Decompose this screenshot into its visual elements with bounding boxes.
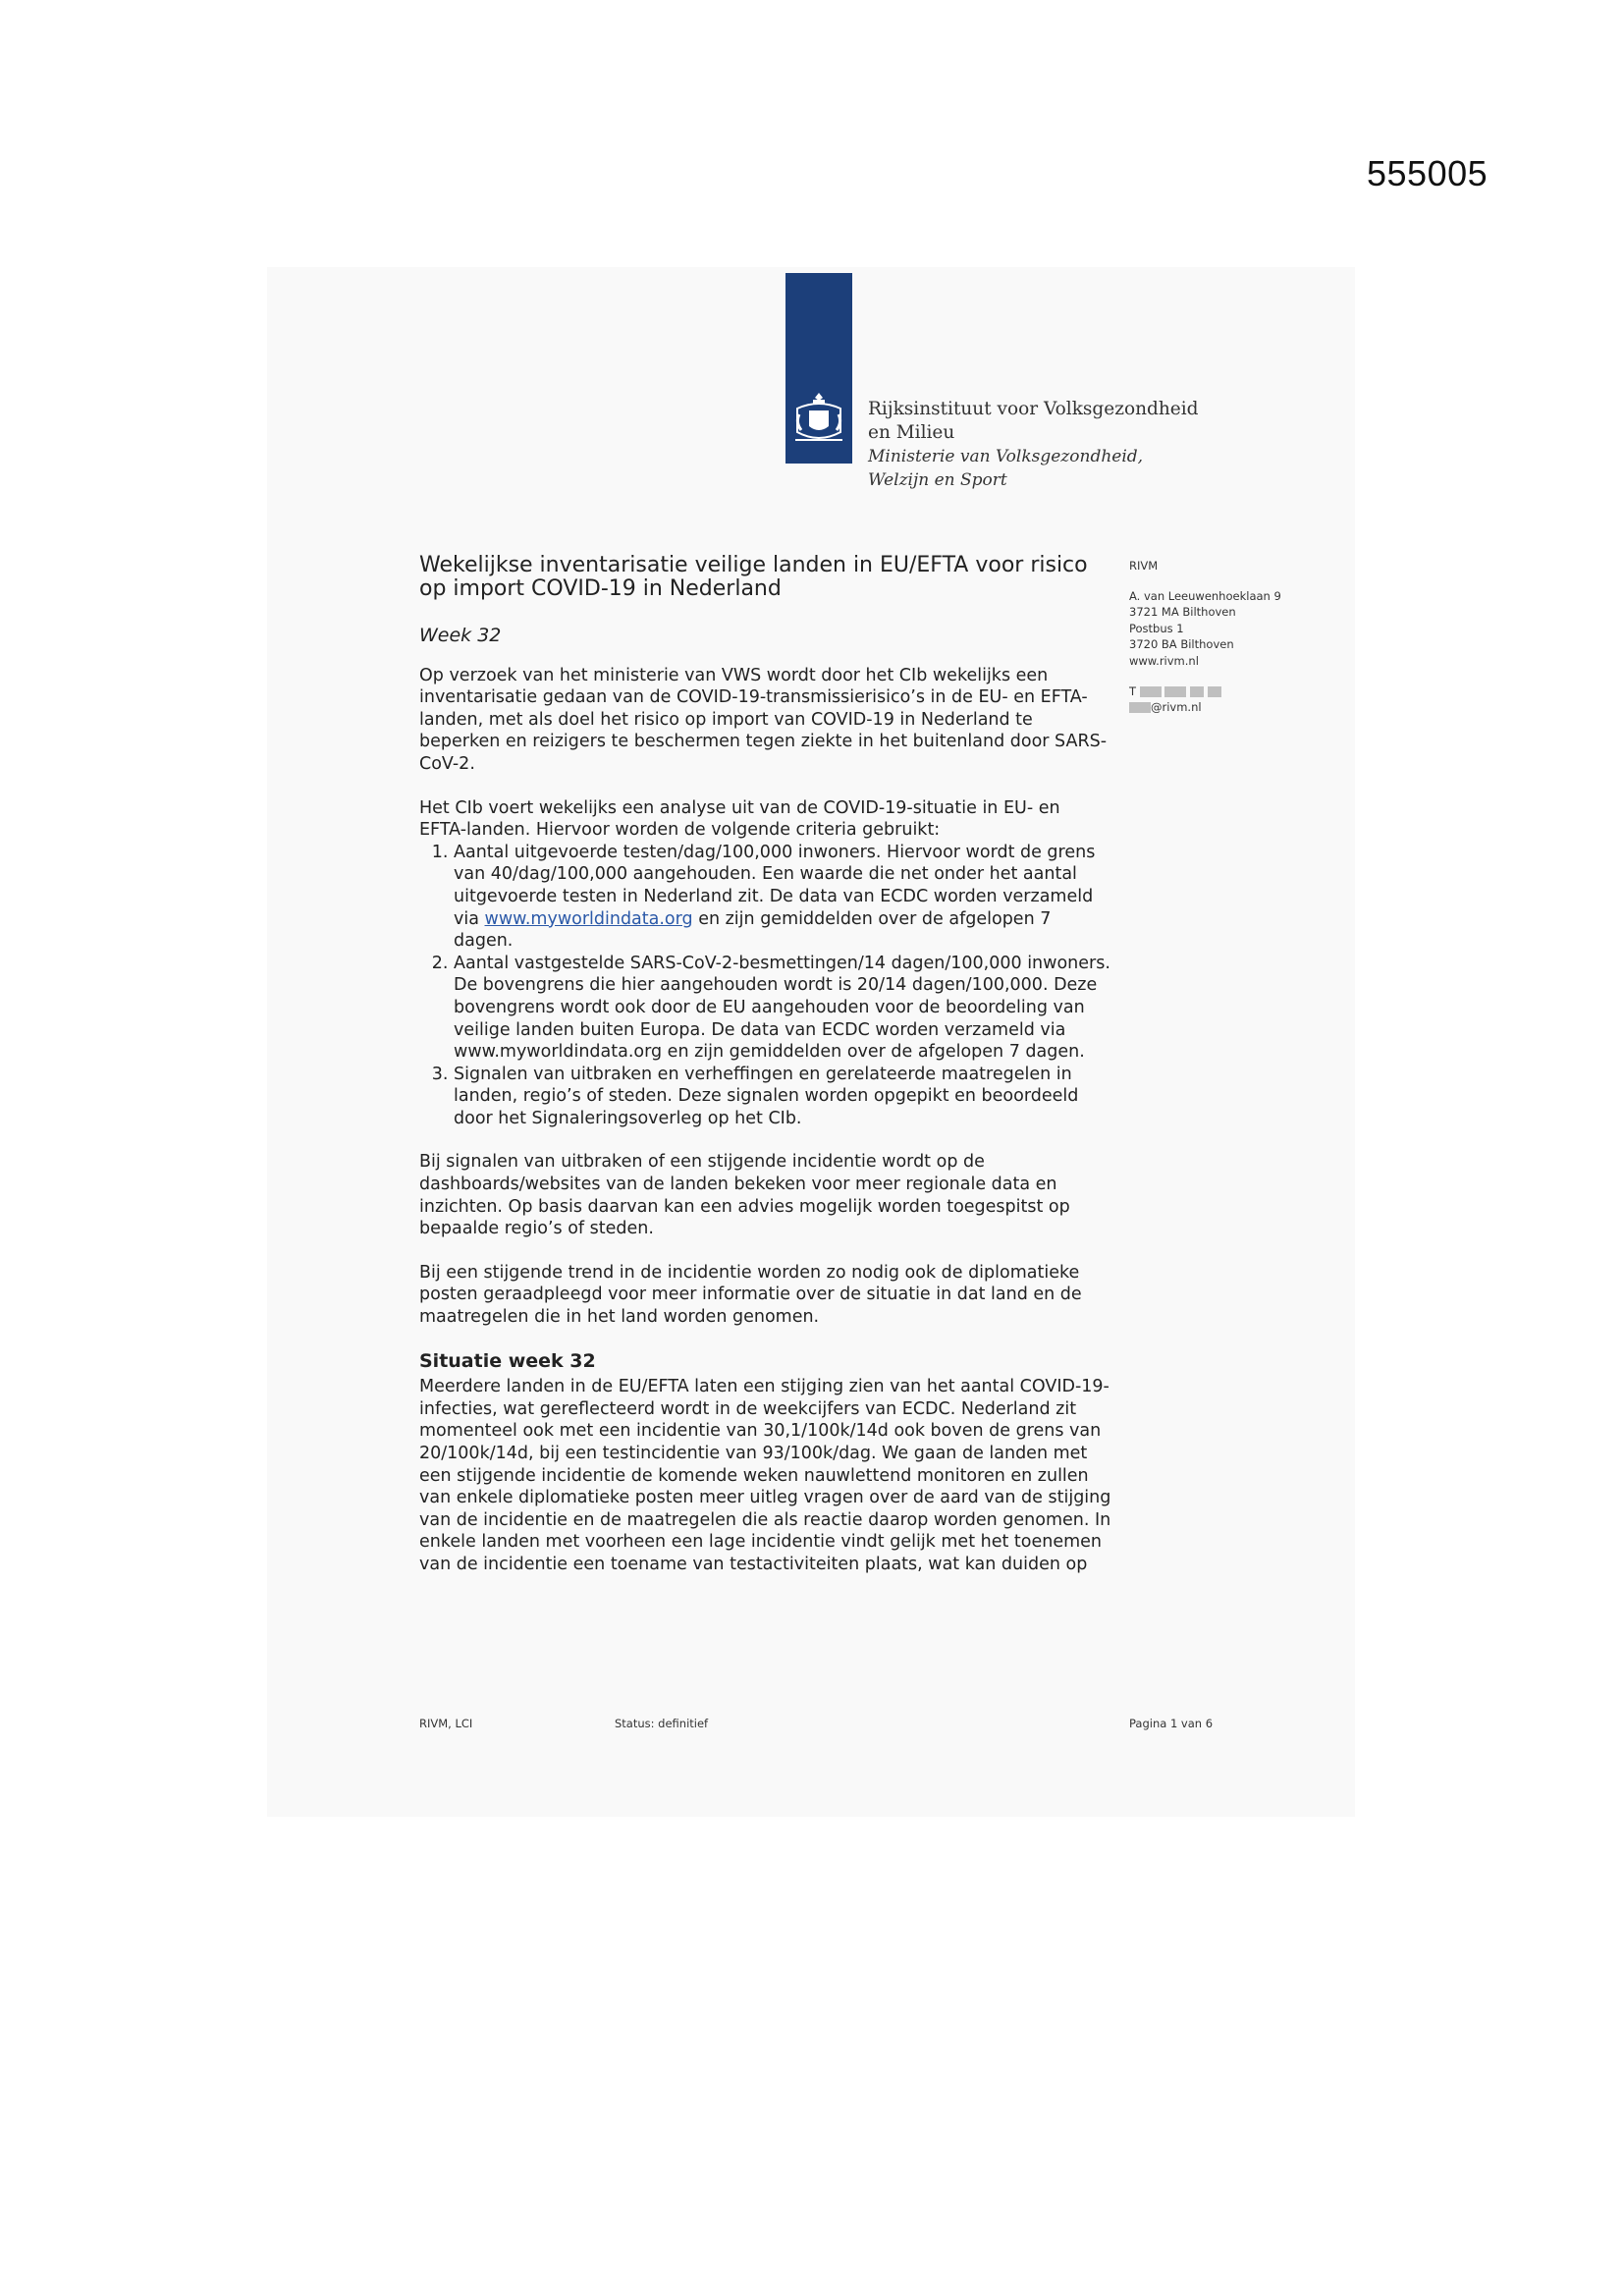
sidebar-website: www.rivm.nl — [1129, 653, 1199, 668]
redaction-block — [1140, 686, 1162, 697]
situation-paragraph: Meerdere landen in de EU/EFTA laten een stijging zien van het aantal COVID-19-infecties, wat gereflecteerd wordt in de weekcijfers van ECDC. Nederland zit momenteel ook met een incidentie van 30,1/100k/14d ook boven de grens van 20/100k/14d, bij een testincidentie van 93/100k/dag. We gaan de landen met een stijgende incidentie de komende weken nauwlettend monitoren en zullen van enkele diplomatieke posten meer uitleg vragen over de aard van de stijging van de incidentie en de maatregelen die als reactie daarop worden genomen. In enkele landen met voorheen een lage incidentie vindt gelijk met het toenemen van de incidentie een toename van testactiviteiten plaats, wat kan duiden op — [419, 1377, 1111, 1574]
criteria-1-suffix: en zijn gemiddelden over de afgelopen 7 dagen. — [454, 908, 1052, 952]
criteria-item-3: 3. Signalen van uitbraken en verheffingen en gerelateerde maatregelen in landen, regio’s of steden. Deze signalen worden opgepikt en beoordeeld door het Signaleringsoverleg op het CIb. — [454, 1064, 1112, 1130]
document-title: Wekelijkse inventarisatie veilige landen in EU/EFTA voor risico op import COVID-19 in Nederland — [419, 553, 1088, 601]
sidebar-address-line-2: 3721 MA Bilthoven — [1129, 605, 1236, 620]
redaction-block — [1164, 686, 1186, 697]
sidebar-org: RIVM — [1129, 559, 1159, 573]
criteria-item-1 — [454, 842, 1112, 953]
document-number: 555005 — [1367, 153, 1489, 193]
criteria-list — [419, 842, 1112, 1130]
redaction-block — [1208, 686, 1221, 697]
situation-heading: Situatie week 32 — [419, 1349, 596, 1372]
redaction-block — [1190, 686, 1204, 697]
criteria-1-text: Aantal uitgevoerde testen/dag/100,000 inwoners. Hiervoor wordt de grens van 40/dag/100,000 aangehouden. Een waarde die net onder het aantal uitgevoerde testen in Nederland zit. De data van ECDC worden verzameld via — [454, 842, 1096, 929]
analysis-paragraph: Het CIb voert wekelijks een analyse uit van de COVID-19-situatie in EU- en EFTA-landen. Hiervoor worden de volgende criteria gebruikt: — [419, 797, 1060, 841]
signals-paragraph: Bij signalen van uitbraken of een stijgende incidentie wordt op de dashboards/websites van de landen bekeken voor meer regionale data en inzichten. Op basis daarvan kan een advies mogelijk worden toegespitst op bepaalde regio’s of steden. — [419, 1152, 1070, 1239]
sidebar-address-line-4: 3720 BA Bilthoven — [1129, 637, 1234, 652]
email-suffix: @rivm.nl — [1151, 700, 1202, 715]
coat-of-arms-icon — [789, 389, 848, 450]
intro-paragraph: Op verzoek van het ministerie van VWS wordt door het CIb wekelijks een inventarisatie gedaan van de COVID-19-transmissierisico’s in de EU- en EFTA-landen, met als doel het risico op import van COVID-19 in Nederland te beperken en reizigers te beschermen tegen ziekte in het buitenland door SARS-CoV-2. — [419, 665, 1108, 774]
footer-left: RIVM, LCI — [419, 1717, 473, 1730]
myworldindata-link[interactable]: www.myworldindata.org — [484, 908, 693, 929]
redaction-block — [1129, 702, 1151, 713]
org-line-3: Ministerie van Volksgezondheid, — [868, 447, 1144, 466]
org-line-1: Rijksinstituut voor Volksgezondheid — [868, 399, 1199, 419]
sidebar-address — [1129, 558, 1316, 716]
footer-status: Status: definitief — [615, 1717, 709, 1730]
sidebar-address-line-1: A. van Leeuwenhoeklaan 9 — [1129, 588, 1281, 603]
org-line-4: Welzijn en Sport — [868, 470, 1007, 490]
organization-name — [868, 398, 1198, 492]
main-content — [419, 554, 1112, 1598]
phone-prefix: T — [1129, 683, 1137, 698]
sidebar-address-line-3: Postbus 1 — [1129, 621, 1184, 635]
trend-paragraph: Bij een stijgende trend in de incidentie worden zo nodig ook de diplomatieke posten geraadpleegd voor meer informatie over de situatie in dat land en de maatregelen die in het land worden genomen. — [419, 1262, 1082, 1328]
week-label: Week 32 — [419, 625, 502, 646]
sidebar-phone — [1129, 683, 1316, 700]
criteria-item-2: 2. Aantal vastgestelde SARS-CoV-2-besmettingen/14 dagen/100,000 inwoners. De bovengrens die hier aangehouden wordt is 20/14 dagen/100,000. Deze bovengrens wordt ook door de EU aangehouden voor de beoordeling van veilige landen buiten Europa. De data van ECDC worden verzameld via www.myworldindata.org en zijn gemiddelden over de afgelopen 7 dagen. — [454, 953, 1112, 1064]
sidebar-email — [1129, 699, 1316, 716]
footer-page: Pagina 1 van 6 — [1129, 1717, 1214, 1730]
org-line-2: en Milieu — [868, 422, 955, 443]
